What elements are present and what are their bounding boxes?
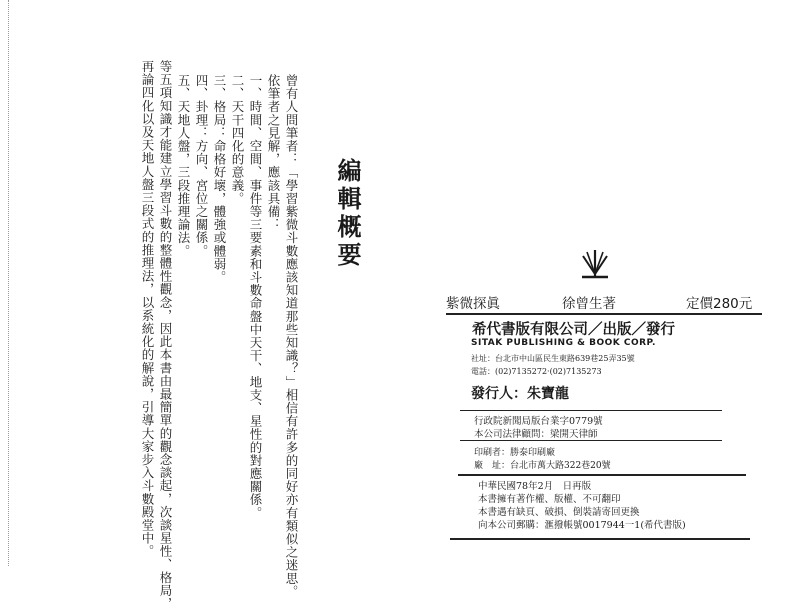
printer-name: 印刷者：勝泰印刷廠	[474, 448, 556, 458]
divider-printer	[458, 474, 746, 476]
spine-guide-line	[8, 0, 10, 566]
intro-column-8: 等五項知識才能建立學習斗數的整體性觀念，因此本書由最簡單的觀念談起，次談星性、格局，	[158, 60, 173, 610]
book-price: 定價280元	[686, 296, 753, 312]
divider-legal	[460, 440, 722, 441]
intro-column-1: 曾有人問筆者：「學習紫微斗數應該知道那些知識？」相信有許多的同好亦有類似之迷思。	[284, 74, 299, 598]
publisher-address: 社址：台北市中山區民生東路639巷25弄35號	[471, 354, 635, 363]
book-info-row	[446, 292, 764, 312]
publisher-phone: 電話：(02)7135272·(02)7135273	[471, 367, 602, 376]
divider-issuer	[460, 410, 722, 411]
mail-order-account: 向本公司郵購：滙撥帳號0017944一1(希代書版)	[478, 520, 686, 531]
publisher-logo-icon	[578, 248, 612, 282]
divider-bottom	[450, 538, 750, 540]
intro-column-2: 依筆者之見解，應該具備：	[266, 74, 281, 232]
intro-column-5: 三、格局：命格好壞，體強或體弱。	[212, 74, 227, 284]
issuer-name: 發行人：朱寶龍	[471, 386, 569, 402]
registration-number: 行政院新聞局版台業字0779號	[474, 416, 603, 427]
legal-counsel: 本公司法律顧問：梁開天律師	[474, 429, 598, 440]
defect-notice: 本書遇有缺頁、破損、倒裝請寄回更換	[478, 507, 640, 518]
copyright-notice: 本書擁有著作權、版權、不可翻印	[478, 494, 621, 505]
intro-column-4: 二、天干四化的意義。	[230, 74, 245, 205]
book-author: 徐曾生著	[562, 296, 616, 312]
intro-column-9: 再論四化以及天地人盤三段式的推理法，以系統化的解說，引導大家步入斗數殿堂中。	[140, 60, 155, 558]
page-heading: 編輯概要	[333, 158, 361, 270]
edition-date: 中華民國78年2月 日再版	[478, 481, 592, 492]
printer-address: 廠 址：台北市萬大路322巷20號	[474, 461, 611, 471]
publisher-english-name: SITAK PUBLISHING & BOOK CORP.	[471, 338, 656, 348]
intro-column-7: 五、天地人盤，三段推理論法。	[176, 74, 191, 258]
divider-top	[446, 313, 762, 315]
publisher-name: 希代書版有限公司／出版／發行	[472, 322, 675, 338]
intro-column-3: 一、時間、空間、事件等三要素和斗數命盤中天干、地支、星性的對應關係。	[248, 74, 263, 520]
intro-column-6: 四、卦理：方向、宮位之關係。	[194, 74, 209, 258]
book-title: 紫微探眞	[446, 296, 500, 312]
